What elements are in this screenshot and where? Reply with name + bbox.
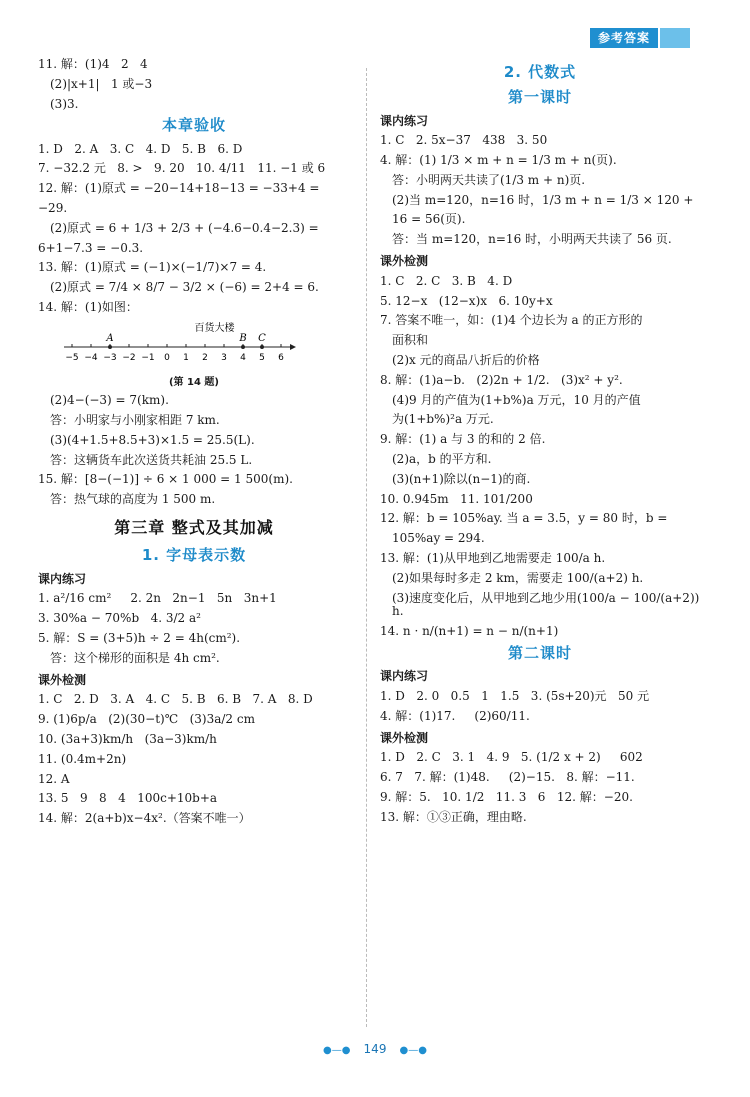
- answer-line: 10. (3a+3)km/h (3a−3)km/h: [38, 731, 217, 746]
- answer-line: (3)(4+1.5+8.5+3)×1.5 = 25.5(L).: [50, 432, 255, 447]
- answer-line: 1. D 2. A 3. C 4. D 5. B 6. D: [38, 141, 243, 156]
- number-line-figure: [58, 321, 298, 371]
- answer-line: 1. D 2. C 3. 1 4. 9 5. (1/2 x + 2) 602: [380, 750, 643, 765]
- point-marker: [108, 345, 112, 349]
- answer-line: 1. C 2. 5x−37 438 3. 50: [380, 133, 548, 148]
- answer-line: 14. 解：2(a+b)x−4x².（答案不唯一）: [38, 811, 251, 826]
- figure-container: [58, 321, 350, 375]
- answer-line: (2)a，b 的平方和.: [392, 452, 492, 467]
- section-title: 本章验收: [161, 116, 226, 135]
- answer-line: 12. 解：b = 105%ay. 当 a = 3.5，y = 80 时，b =: [380, 511, 668, 526]
- answer-line: 13. 5 9 8 4 100c+10b+a: [38, 791, 218, 806]
- answer-line: 7. 答案不唯一，如：(1)4 个边长为 a 的正方形的: [380, 313, 643, 328]
- answer-line: 11. (0.4m+2n): [38, 751, 127, 766]
- answer-line: (3)(n+1)除以(n−1)的商.: [392, 471, 531, 486]
- answer-line: −29.: [38, 201, 68, 216]
- answer-line: 8. 解：(1)a−b. (2)2n + 1/2. (3)x² + y².: [380, 372, 623, 387]
- answer-line: (2)当 m=120，n=16 时，1/3 m + n = 1/3 × 120 +: [392, 192, 694, 207]
- subsection-heading: 课外检测: [38, 672, 87, 687]
- section-title: 第二课时: [507, 644, 572, 663]
- answer-line: 4. 解：(1) 1/3 × m + n = 1/3 m + n(页).: [380, 153, 617, 168]
- point-label: B: [239, 332, 247, 344]
- answer-line: 14. n · n/(n+1) = n − n/(n+1): [380, 624, 559, 639]
- answer-line: 1. C 2. C 3. B 4. D: [380, 273, 513, 288]
- subsection-heading: 课内练习: [380, 669, 429, 684]
- footer-dots-right: ●—●: [399, 1045, 427, 1056]
- tick-label: −4: [84, 352, 98, 363]
- figure-caption: (第 14 题): [168, 376, 220, 388]
- answer-line: 3. 30%a − 70%b 4. 3/2 a²: [38, 611, 201, 626]
- answer-line: 9. (1)6p/a (2)(30−t)℃ (3)3a/2 cm: [38, 712, 255, 727]
- answer-line: 为(1+b%)²a 万元.: [392, 412, 494, 427]
- answer-line: (4)9 月的产值为(1+b%)a 万元，10 月的产值: [392, 392, 641, 407]
- section-title: 1. 字母表示数: [141, 546, 247, 565]
- answer-line: 答：热气球的高度为 1 500 m.: [50, 492, 216, 507]
- answer-line: (3)速度变化后，从甲地到乙地少用(100/a − 100/(a+2)) h.: [392, 590, 704, 619]
- answer-line: 7. −32.2 元 8. > 9. 20 10. 4/11 11. −1 或 6: [38, 161, 326, 176]
- answer-line: 答：小明两天共读了(1/3 m + n)页.: [392, 172, 586, 187]
- subsection-heading: 课内练习: [380, 113, 429, 128]
- page-footer: [0, 1038, 750, 1057]
- figure-label: 百货大楼: [194, 322, 235, 334]
- answer-line: 1. C 2. D 3. A 4. C 5. B 6. B 7. A 8. D: [38, 692, 313, 707]
- answer-line: (2)|x+1| 1 或−3: [50, 76, 153, 91]
- answer-line: 13. 解：(1)从甲地到乙地需要走 100/a h.: [380, 551, 606, 566]
- answer-line: 12. 解：(1)原式 = −20−14+18−13 = −33+4 =: [38, 181, 320, 196]
- answer-line: 6. 7 7. 解：(1)48. (2)−15. 8. 解：−11.: [380, 770, 635, 785]
- section-title: 第一课时: [507, 88, 572, 107]
- answer-line: (2)x 元的商品八折后的价格: [392, 353, 540, 368]
- subsection-heading: 课内练习: [38, 571, 87, 586]
- answer-line: 9. 解：5. 10. 1/2 11. 3 6 12. 解：−20.: [380, 790, 633, 805]
- answer-line: 14. 解：(1)如图：: [38, 300, 138, 315]
- tick-label: −1: [141, 352, 155, 363]
- page-number: 149: [363, 1042, 387, 1056]
- left-column: [38, 58, 350, 832]
- answer-line: 10. 0.945m 11. 101/200: [380, 491, 533, 506]
- answer-line: 答：这个梯形的面积是 4h cm².: [50, 650, 220, 665]
- tick-label: 6: [278, 352, 284, 363]
- footer-dots-left: ●—●: [323, 1045, 351, 1056]
- header-bar: [660, 28, 690, 48]
- answer-line: 5. 解：S = (3+5)h ÷ 2 = 4h(cm²).: [38, 630, 241, 645]
- point-label: A: [106, 332, 114, 344]
- header-banner: [590, 28, 690, 48]
- subsection-heading: 课外检测: [380, 254, 429, 269]
- tick-label: 5: [259, 352, 265, 363]
- tick-label: −5: [65, 352, 79, 363]
- answer-line: 16 = 56(页).: [392, 212, 466, 227]
- tick-label: 3: [221, 352, 227, 363]
- answer-line: (2)4−(−3) = 7(km).: [50, 393, 169, 408]
- answer-line: 答：小明家与小刚家相距 7 km.: [50, 412, 220, 427]
- answer-line: 13. 解：(1)原式 = (−1)×(−1/7)×7 = 4.: [38, 260, 267, 275]
- answer-line: 9. 解：(1) a 与 3 的和的 2 倍.: [380, 432, 546, 447]
- subsection-heading: 课外检测: [380, 730, 429, 745]
- answer-line: 11. 解：(1)4 2 4: [38, 57, 148, 71]
- tick-label: 1: [183, 352, 189, 363]
- chapter-title: 第三章 整式及其加减: [114, 517, 274, 537]
- answer-line: 面积和: [392, 333, 429, 348]
- point-marker: [241, 345, 245, 349]
- answer-line: 答：这辆货车此次送货共耗油 25.5 L.: [50, 452, 253, 467]
- column-divider: [366, 68, 367, 1027]
- answer-line: (2)原式 = 7/4 × 8/7 − 3/2 × (−6) = 2+4 = 6.: [50, 280, 319, 295]
- answer-line: 15. 解：[8−(−1)] ÷ 6 × 1 000 = 1 500(m).: [38, 472, 293, 487]
- point-marker: [260, 345, 264, 349]
- answer-line: (2)原式 = 6 + 1/3 + 2/3 + (−4.6−0.4−2.3) =: [50, 220, 319, 235]
- answer-line: 5. 12−x (12−x)x 6. 10y+x: [380, 293, 553, 308]
- point-label: C: [258, 332, 266, 344]
- answer-line: 4. 解：(1)17. (2)60/11.: [380, 708, 530, 723]
- answer-line: 1. a²/16 cm² 2. 2n 2n−1 5n 3n+1: [38, 591, 277, 606]
- answer-line: 答：当 m=120，n=16 时，小明两天共读了 56 页.: [392, 232, 672, 247]
- answer-line: 12. A: [38, 771, 70, 786]
- answer-line: 105%ay = 294.: [392, 531, 485, 546]
- tick-label: 0: [164, 352, 170, 363]
- tick-label: −3: [103, 352, 117, 363]
- tick-label: 2: [202, 352, 208, 363]
- answer-line: (2)如果每时多走 2 km，需要走 100/(a+2) h.: [392, 570, 644, 585]
- header-label: 参考答案: [590, 28, 658, 48]
- answer-line: 13. 解：①③正确，理由略.: [380, 809, 527, 824]
- section-title: 2. 代数式: [503, 63, 577, 81]
- tick-label: 4: [240, 352, 246, 363]
- answer-line: (3)3.: [50, 96, 79, 111]
- answer-line: 1. D 2. 0 0.5 1 1.5 3. (5s+20)元 50 元: [380, 689, 650, 704]
- right-column: [380, 58, 704, 831]
- answer-line: 6+1−7.3 = −0.3.: [38, 240, 144, 255]
- axis-arrow: [290, 344, 296, 350]
- tick-label: −2: [122, 352, 136, 363]
